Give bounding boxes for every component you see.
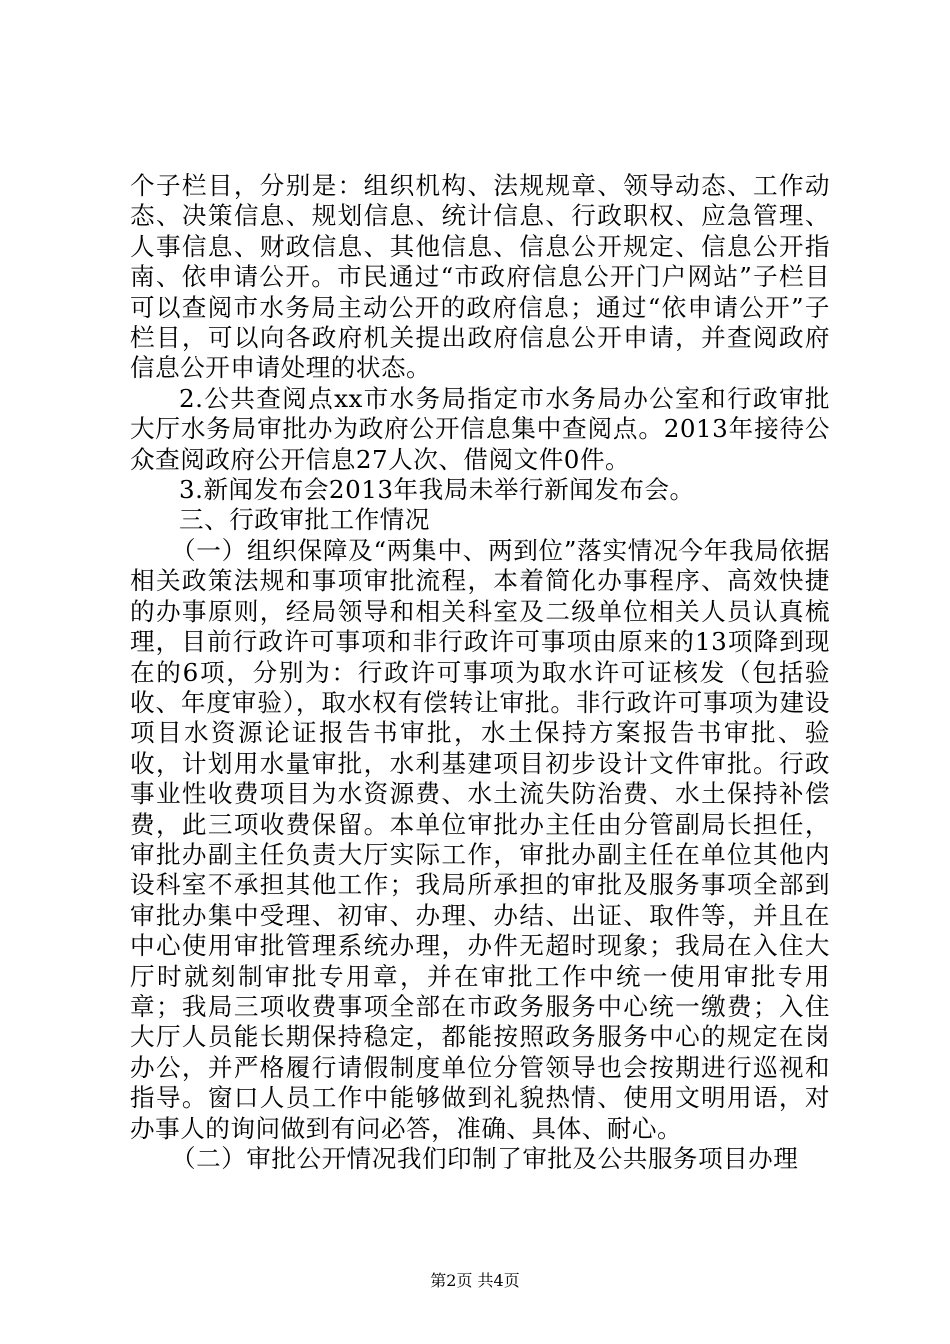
section-heading-administrative-approval: 三、行政审批工作情况 xyxy=(179,505,430,535)
paragraph-organizational-guarantee: （一）组织保障及“两集中、两到位”落实情况今年我局依据相关政策法规和事项审批流程，本着简化办事程序、高效快捷的办事原则，经局领导和相关科室及二级单位相关人员认真梳理，目前行政许可事项和非行政许可事项由原来的13项降到现在的6项，分别为：行政许可事项为取水许可证核发（包括验收、年度审验），取水权有偿转让审批。非行政许可事项为建设项目水资源论证报告书审批，水土保持方案报告书审批、验收，计划用水量审批，水利基建项目初步设计文件审批。行政事业性收费项目为水资源费、水土流失防治费、水土保持补偿费，此三项收费保留。本单位审批办主任由分管副局长担任，审批办副主任负责大厅实际工作，审批办副主任在单位其他内设科室不承担其他工作；我局所承担的审批及服务事项全部到审批办集中受理、初审、办理、办结、出证、取件等，并且在中心使用审批管理系统办理，办件无超时现象；我局在入住大厅时就刻制审批专用章，并在审批工作中统一使用审批专用章；我局三项收费事项全部在市政务服务中心统一缴费；入住大厅人员能长期保持稳定，都能按照政务服务中心的规定在岗办公，并严格履行请假制度单位分管领导也会按期进行巡视和指导。窗口人员工作中能够做到礼貌热情、使用文明用语，对办事人的询问做到有问必答，准确、具体、耐心。 xyxy=(130,535,830,1143)
paragraph-public-reading-point: 2.公共查阅点xx市水务局指定市水务局办公室和行政审批大厅水务局审批办为政府公开信息集中查阅点。2013年接待公众查阅政府公开信息27人次、借阅文件0件。 xyxy=(130,383,830,474)
paragraph-press-conference: 3.新闻发布会2013年我局未举行新闻发布会。 xyxy=(179,475,695,505)
document-body xyxy=(130,171,830,1174)
paragraph-approval-disclosure: （二）审批公开情况我们印制了审批及公共服务项目办理 xyxy=(171,1144,799,1173)
paragraph-online-columns: 个子栏目，分别是：组织机构、法规规章、领导动态、工作动态、决策信息、规划信息、统计信息、行政职权、应急管理、人事信息、财政信息、其他信息、信息公开规定、信息公开指南、依申请公开。市民通过“市政府信息公开门户网站”子栏目可以查阅市水务局主动公开的政府信息；通过“依申请公开”子栏目，可以向各政府机关提出政府信息公开申请，并查阅政府信息公开申请处理的状态。 xyxy=(130,171,830,383)
page-number-footer: 第2页 共4页 xyxy=(430,1271,520,1290)
